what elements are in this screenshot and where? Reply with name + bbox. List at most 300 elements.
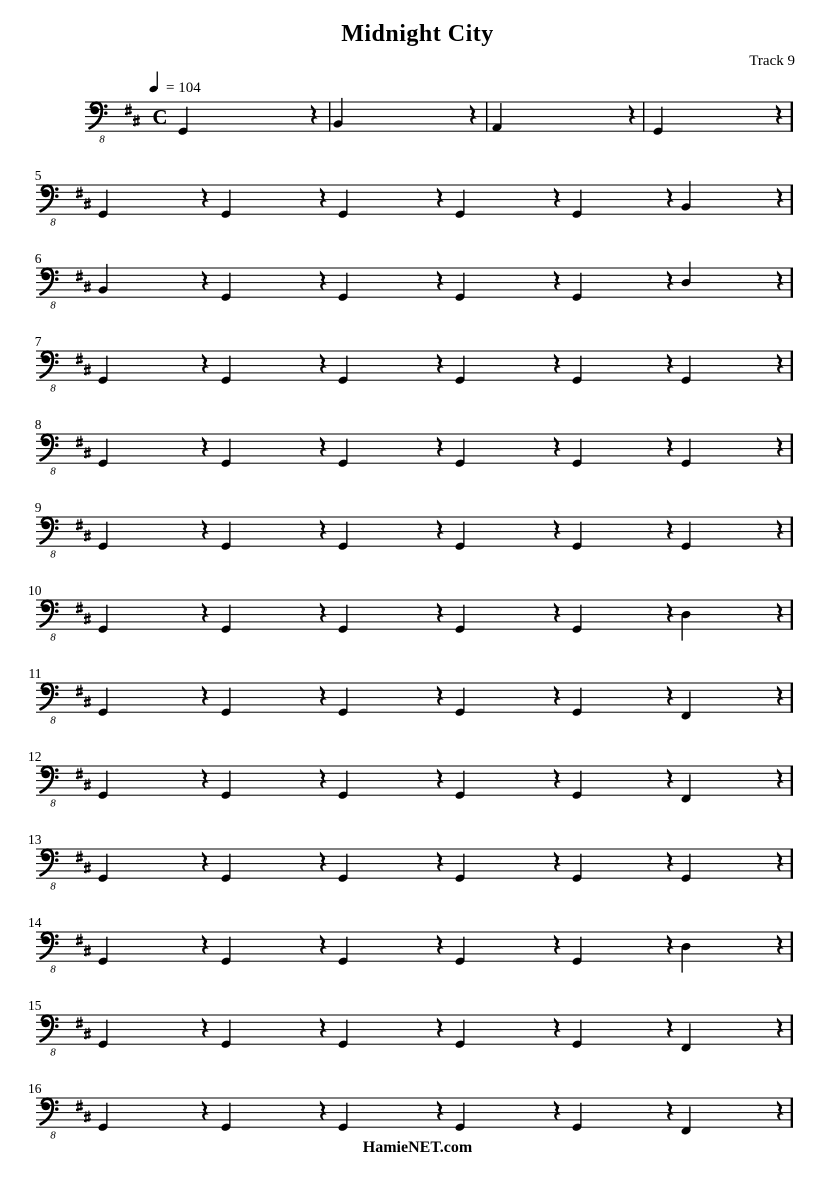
note-stem — [229, 356, 230, 381]
note-stem — [463, 854, 464, 879]
note-stem — [580, 605, 581, 630]
measure-number: 7 — [34, 334, 42, 349]
quarter-note — [571, 356, 582, 385]
staff-line — [36, 946, 793, 947]
quarter-note — [680, 854, 691, 883]
quarter-note — [337, 854, 348, 883]
note-stem — [346, 439, 347, 464]
system-measure-15 — [28, 998, 793, 1059]
staff-line — [85, 102, 793, 103]
quarter-rest-icon — [554, 188, 561, 208]
note-stem — [346, 1103, 347, 1128]
note-stem — [463, 439, 464, 464]
quarter-rest-icon — [667, 603, 674, 623]
quarter-note — [337, 190, 348, 219]
note-stem — [689, 356, 690, 381]
staff-line — [85, 123, 793, 124]
note-stem — [681, 615, 682, 641]
staff-line — [36, 690, 793, 691]
staff-line — [36, 1029, 793, 1030]
staff-line — [36, 1036, 793, 1037]
note-stem — [229, 688, 230, 713]
note-stem — [689, 1023, 690, 1048]
staff-line — [36, 787, 793, 788]
staff-line — [36, 704, 793, 705]
note-stem — [346, 937, 347, 962]
quarter-rest-icon — [667, 520, 674, 540]
quarter-rest-icon — [777, 686, 784, 706]
quarter-rest-icon — [437, 437, 444, 457]
quarter-note — [97, 688, 108, 717]
note-stem — [346, 688, 347, 713]
quarter-rest-icon — [777, 603, 784, 623]
quarter-note — [97, 605, 108, 634]
staff-line — [36, 199, 793, 200]
measure-number: 10 — [28, 583, 42, 598]
note-stem — [580, 273, 581, 298]
quarter-note — [337, 522, 348, 551]
staff-line — [36, 629, 793, 630]
quarter-note — [680, 1023, 691, 1052]
quarter-note — [680, 1106, 691, 1135]
staff-line — [36, 275, 793, 276]
quarter-rest-icon — [320, 188, 327, 208]
system-measure-5 — [35, 168, 793, 229]
quarter-note — [454, 937, 465, 966]
track-label: Track 9 — [749, 53, 795, 69]
quarter-note — [337, 439, 348, 468]
quarter-note — [220, 1103, 231, 1132]
note-stem — [689, 691, 690, 716]
quarter-rest-icon — [320, 354, 327, 374]
quarter-rest-icon — [202, 852, 209, 872]
quarter-note — [571, 190, 582, 219]
end-barline — [791, 434, 793, 464]
note-stem — [341, 98, 342, 124]
measure-number: 6 — [34, 251, 42, 266]
quarter-note — [220, 771, 231, 800]
measure-number: 16 — [28, 1081, 42, 1096]
quarter-rest-icon — [777, 1101, 784, 1121]
note-stem — [346, 1020, 347, 1044]
quarter-rest-icon — [554, 686, 561, 706]
quarter-rest-icon — [202, 1101, 209, 1121]
staff-line — [36, 351, 793, 352]
quarter-note — [571, 688, 582, 717]
time-signature-common: C — [152, 104, 168, 129]
note-stem — [580, 854, 581, 879]
quarter-note — [680, 181, 691, 212]
quarter-note — [220, 439, 231, 468]
quarter-rest-icon — [667, 354, 674, 374]
note-stem — [463, 190, 464, 215]
staff-line — [36, 546, 793, 547]
quarter-note — [97, 522, 108, 551]
staff-line — [36, 214, 793, 215]
quarter-rest-icon — [437, 852, 444, 872]
quarter-rest-icon — [437, 271, 444, 291]
quarter-note — [220, 937, 231, 966]
quarter-rest-icon — [320, 520, 327, 540]
quarter-rest-icon — [320, 686, 327, 706]
footer-site-label: HamieNET.com — [362, 1139, 473, 1156]
note-stem — [346, 273, 347, 298]
note-stem — [463, 771, 464, 796]
staff-line — [36, 961, 793, 962]
staff-line — [36, 1098, 793, 1099]
measure-number: 11 — [28, 666, 42, 681]
staff-line — [36, 517, 793, 518]
system-measure-16 — [28, 1081, 793, 1142]
quarter-note — [454, 356, 465, 385]
staff-line — [85, 131, 793, 132]
note-stem — [106, 937, 107, 962]
quarter-note — [571, 1103, 582, 1132]
quarter-note — [571, 937, 582, 966]
end-barline — [791, 766, 793, 796]
quarter-rest-icon — [320, 1018, 327, 1038]
staff-line — [36, 282, 793, 283]
quarter-note — [571, 605, 582, 634]
tempo-note-icon — [149, 72, 159, 94]
note-stem — [580, 439, 581, 464]
quarter-rest-icon — [470, 105, 477, 125]
quarter-note — [337, 937, 348, 966]
note-stem — [463, 1103, 464, 1128]
quarter-note — [652, 107, 663, 136]
quarter-note — [332, 98, 343, 129]
quarter-note — [97, 771, 108, 800]
quarter-rest-icon — [320, 271, 327, 291]
quarter-note — [454, 273, 465, 302]
quarter-rest-icon — [777, 1018, 784, 1038]
note-stem — [689, 522, 690, 547]
tempo-bpm-label: = 104 — [166, 80, 201, 96]
note-stem — [346, 190, 347, 215]
note-stem — [689, 854, 690, 879]
quarter-rest-icon — [320, 935, 327, 955]
note-stem — [106, 264, 107, 290]
end-barline — [791, 849, 793, 879]
quarter-note — [337, 1020, 348, 1049]
quarter-note — [97, 439, 108, 468]
measure-number: 12 — [28, 749, 42, 764]
staff-line — [36, 448, 793, 449]
note-stem — [580, 1020, 581, 1044]
clef-octave-label: 8 — [50, 797, 56, 810]
quarter-note — [571, 1020, 582, 1049]
quarter-rest-icon — [667, 935, 674, 955]
quarter-rest-icon — [437, 603, 444, 623]
staff-line — [85, 116, 793, 117]
quarter-note — [220, 605, 231, 634]
clef-octave-label: 8 — [50, 714, 56, 727]
staff-line — [36, 455, 793, 456]
note-stem — [106, 439, 107, 464]
quarter-note — [220, 273, 231, 302]
note-stem — [229, 854, 230, 879]
clef-octave-label: 8 — [50, 548, 56, 561]
note-stem — [689, 774, 690, 799]
staff-line — [36, 531, 793, 532]
staff-line — [36, 856, 793, 857]
note-stem — [229, 937, 230, 962]
quarter-rest-icon — [437, 354, 444, 374]
quarter-rest-icon — [554, 935, 561, 955]
quarter-rest-icon — [777, 437, 784, 457]
quarter-rest-icon — [667, 437, 674, 457]
quarter-rest-icon — [437, 520, 444, 540]
measure-number: 15 — [28, 998, 42, 1013]
quarter-note — [454, 1020, 465, 1049]
note-stem — [500, 103, 501, 128]
clef-octave-label: 8 — [50, 382, 56, 395]
quarter-note — [680, 610, 691, 641]
staff-line — [36, 185, 793, 186]
measure-number: 9 — [34, 500, 42, 515]
quarter-note — [97, 1103, 108, 1132]
staff-line — [36, 538, 793, 539]
note-stem — [463, 273, 464, 298]
quarter-rest-icon — [777, 520, 784, 540]
quarter-note — [337, 1103, 348, 1132]
note-stem — [463, 605, 464, 630]
quarter-rest-icon — [202, 188, 209, 208]
clef-octave-label: 8 — [50, 631, 56, 644]
note-stem — [346, 771, 347, 796]
staff-line — [36, 939, 793, 940]
quarter-note — [454, 854, 465, 883]
quarter-rest-icon — [629, 105, 636, 125]
quarter-note — [491, 103, 502, 132]
end-barline — [791, 517, 793, 547]
note-stem — [106, 1103, 107, 1128]
note-stem — [580, 356, 581, 381]
quarter-rest-icon — [554, 603, 561, 623]
staff-line — [36, 1015, 793, 1016]
quarter-rest-icon — [554, 1018, 561, 1038]
quarter-rest-icon — [667, 271, 674, 291]
end-barline — [791, 102, 793, 132]
staff-line — [36, 441, 793, 442]
quarter-note — [571, 522, 582, 551]
end-barline — [791, 600, 793, 630]
quarter-rest-icon — [777, 935, 784, 955]
quarter-note — [680, 522, 691, 551]
quarter-rest-icon — [667, 686, 674, 706]
quarter-rest-icon — [437, 1101, 444, 1121]
quarter-rest-icon — [667, 769, 674, 789]
quarter-rest-icon — [320, 852, 327, 872]
staff-line — [36, 289, 793, 290]
note-stem — [106, 771, 107, 796]
staff-line — [36, 795, 793, 796]
note-stem — [229, 1020, 230, 1044]
staff-line — [36, 1127, 793, 1128]
note-stem — [463, 937, 464, 962]
note-stem — [346, 356, 347, 381]
staff-line — [36, 1105, 793, 1106]
note-stem — [186, 107, 187, 132]
system-measure-10 — [28, 583, 793, 644]
staff-line — [36, 268, 793, 269]
quarter-note — [680, 262, 691, 288]
staff-line — [36, 1112, 793, 1113]
staff-line — [36, 932, 793, 933]
staff-line — [36, 683, 793, 684]
end-barline — [791, 932, 793, 962]
quarter-rest-icon — [554, 271, 561, 291]
quarter-rest-icon — [202, 437, 209, 457]
note-stem — [346, 522, 347, 547]
quarter-note — [220, 356, 231, 385]
staff-line — [36, 621, 793, 622]
clef-octave-label: 8 — [50, 1046, 56, 1059]
quarter-note — [571, 771, 582, 800]
quarter-rest-icon — [437, 686, 444, 706]
quarter-note — [220, 854, 231, 883]
note-stem — [106, 356, 107, 381]
staff-line — [36, 1119, 793, 1120]
quarter-note — [97, 1020, 108, 1049]
quarter-rest-icon — [437, 935, 444, 955]
note-stem — [463, 688, 464, 713]
quarter-rest-icon — [667, 1018, 674, 1038]
end-barline — [791, 683, 793, 713]
note-stem — [106, 605, 107, 630]
quarter-note — [97, 190, 108, 219]
quarter-rest-icon — [554, 852, 561, 872]
system-measure-6 — [35, 251, 793, 312]
staff-line — [36, 1022, 793, 1023]
note-stem — [580, 771, 581, 796]
system-measure-13 — [28, 832, 793, 893]
page-title: Midnight City — [341, 21, 494, 47]
end-barline — [791, 351, 793, 381]
measure-number: 5 — [34, 168, 42, 183]
barline — [643, 102, 644, 132]
quarter-note — [571, 439, 582, 468]
note-stem — [346, 605, 347, 630]
note-stem — [661, 107, 662, 132]
clef-octave-label: 8 — [50, 465, 56, 478]
quarter-note — [680, 774, 691, 803]
quarter-rest-icon — [320, 1101, 327, 1121]
end-barline — [791, 268, 793, 298]
system-measure-11 — [29, 666, 794, 727]
note-stem — [689, 439, 690, 464]
staff-line — [36, 434, 793, 435]
end-barline — [791, 1098, 793, 1128]
note-stem — [580, 1103, 581, 1128]
quarter-note — [337, 605, 348, 634]
note-stem — [580, 190, 581, 215]
note-stem — [689, 1106, 690, 1131]
end-barline — [791, 1015, 793, 1045]
staff-line — [36, 849, 793, 850]
system-measure-1-4 — [85, 98, 793, 146]
note-stem — [229, 439, 230, 464]
quarter-note — [97, 264, 108, 295]
quarter-note — [220, 1020, 231, 1049]
barline — [329, 102, 330, 132]
staff-line — [36, 766, 793, 767]
quarter-note — [454, 190, 465, 219]
quarter-rest-icon — [777, 852, 784, 872]
note-stem — [463, 522, 464, 547]
barline — [486, 102, 487, 132]
staff-line — [36, 192, 793, 193]
note-stem — [229, 1103, 230, 1128]
note-stem — [106, 522, 107, 547]
measure-number: 13 — [28, 832, 42, 847]
quarter-note — [337, 688, 348, 717]
staff-line — [36, 780, 793, 781]
quarter-rest-icon — [777, 271, 784, 291]
quarter-rest-icon — [202, 271, 209, 291]
staff-line — [36, 372, 793, 373]
note-stem — [463, 1020, 464, 1044]
quarter-note — [220, 522, 231, 551]
quarter-note — [97, 937, 108, 966]
measure-number: 14 — [28, 915, 42, 930]
staff-line — [36, 953, 793, 954]
quarter-rest-icon — [554, 437, 561, 457]
clef-octave-label: 8 — [50, 1129, 56, 1142]
quarter-rest-icon — [554, 354, 561, 374]
quarter-rest-icon — [320, 437, 327, 457]
quarter-rest-icon — [667, 852, 674, 872]
clef-octave-label: 8 — [50, 880, 56, 893]
staff-line — [36, 607, 793, 608]
staff-line — [36, 697, 793, 698]
quarter-note — [454, 688, 465, 717]
quarter-rest-icon — [202, 520, 209, 540]
note-stem — [689, 262, 690, 283]
quarter-note — [177, 107, 188, 136]
quarter-note — [337, 273, 348, 302]
quarter-rest-icon — [667, 1101, 674, 1121]
quarter-note — [680, 356, 691, 385]
quarter-rest-icon — [320, 769, 327, 789]
clef-octave-label: 8 — [99, 133, 105, 146]
staff-line — [36, 365, 793, 366]
note-stem — [106, 854, 107, 879]
quarter-rest-icon — [776, 105, 783, 125]
quarter-note — [220, 190, 231, 219]
system-measure-12 — [28, 749, 793, 810]
staff-line — [36, 358, 793, 359]
system-measure-14 — [28, 915, 793, 976]
note-stem — [229, 605, 230, 630]
quarter-rest-icon — [777, 188, 784, 208]
quarter-rest-icon — [777, 354, 784, 374]
note-stem — [689, 181, 690, 207]
staff-line — [36, 870, 793, 871]
quarter-note — [680, 942, 691, 973]
quarter-note — [454, 605, 465, 634]
quarter-rest-icon — [777, 769, 784, 789]
quarter-rest-icon — [202, 354, 209, 374]
staff-line — [36, 878, 793, 879]
staff-line — [36, 1044, 793, 1045]
note-stem — [580, 937, 581, 962]
quarter-note — [454, 439, 465, 468]
clef-octave-label: 8 — [50, 299, 56, 312]
quarter-rest-icon — [202, 935, 209, 955]
quarter-note — [337, 356, 348, 385]
staff-line — [36, 380, 793, 381]
